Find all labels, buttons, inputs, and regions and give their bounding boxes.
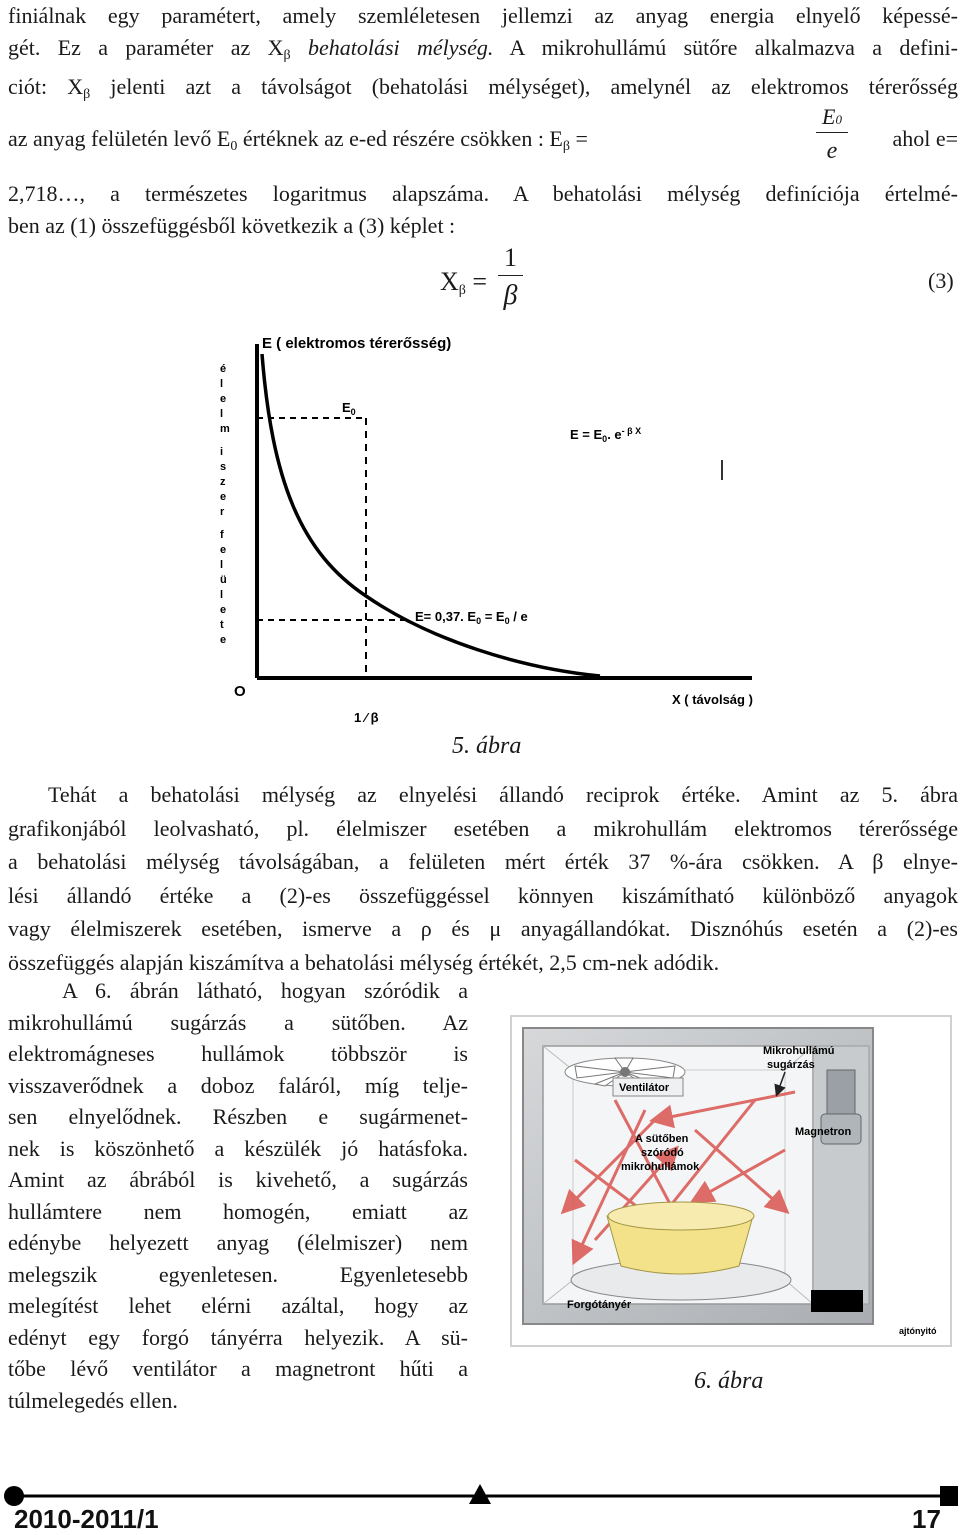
- figure-5-caption: 5. ábra: [452, 733, 522, 759]
- text-line: melegszik egyenletesen. Egyenletesebb: [8, 1261, 468, 1287]
- scatter-label-1: A sütőben: [635, 1133, 689, 1145]
- text-line: tőbe lévő ventilátor a magnetront hűti a: [8, 1356, 468, 1381]
- vertical-letter: e: [220, 393, 227, 405]
- vertical-letter: e: [220, 544, 227, 556]
- paragraph-2: [8, 778, 958, 979]
- vertical-letter: e: [220, 491, 227, 503]
- vertical-letter: s: [220, 461, 227, 473]
- vertical-letter: t: [220, 619, 224, 631]
- vertical-letter: l: [220, 589, 224, 601]
- text-line: Tehát a behatolási mélység az elnyelési állandó reciprok értéke. Amint az 5. ábra: [48, 782, 958, 807]
- vertical-letter: é: [220, 363, 227, 375]
- text-line: elektromágneses hullámok többször is: [8, 1041, 468, 1066]
- intro-paragraph: [8, 0, 958, 111]
- text-line: grafikonjából leolvasható, pl. élelmiszer esetében a mikrohullám elektromos térerőssége: [8, 815, 958, 841]
- x-axis-label: X ( távolság ): [672, 692, 753, 707]
- vertical-letter: i: [220, 446, 224, 458]
- text-line: vagy élelmiszerek esetében, ismerve a ρ és μ anyagállandókat. Disznóhús esetén a (2)-es: [8, 916, 958, 941]
- paragraph-3: [8, 975, 468, 1416]
- footer-triangle: [469, 1484, 491, 1504]
- text-line: hullámtere nem homogén, emiatt az: [8, 1198, 468, 1224]
- text-line: sen elnyelődnek. Részben e sugármenet-: [8, 1104, 468, 1129]
- decay-curve: [262, 354, 600, 676]
- vertical-letter: f: [220, 529, 224, 541]
- vertical-letter: r: [220, 506, 225, 518]
- footer-square: [940, 1486, 958, 1506]
- text-line: lési állandó értéke a (2)-es összefüggéssel könnyen kiszámítható különböző anyagok: [8, 882, 958, 908]
- text-line: ciót: $X_\beta$ jelenti azt a távolságot (behatolási mélységet), amelynél az elektromos térerősség: [8, 74, 958, 102]
- equation-number: (3): [928, 268, 954, 293]
- text-line: ben az (1) összefüggésből következik a (3) képlet :: [8, 212, 456, 238]
- fraction-e0-over-e: $\frac{E0}{e}$: [816, 106, 848, 163]
- footer-circle: [4, 1486, 24, 1506]
- text-line: edényt egy forgó tányérra helyezik. A sü-: [8, 1324, 468, 1350]
- text-line: a behatolási mélység távolságában, a felületen mért érték 37 %-ára csökken. A β elnye-: [8, 849, 958, 874]
- level-label: E= 0,37. $E_0 = E_0 / e$: [415, 609, 528, 626]
- magnetron-label: Magnetron: [795, 1126, 852, 1138]
- vertical-letter: e: [220, 604, 227, 616]
- vertical-letter: l: [220, 408, 224, 420]
- e0-label: $E_0$: [342, 400, 356, 417]
- vertical-label: [220, 363, 230, 646]
- vertical-letter: l: [220, 559, 224, 571]
- formula-line: az anyag felületén levő $E_0$ értéknek az e-ed részére csökken : $E_\beta$ = $\frac{E0}{e}$ ahol e=: [8, 104, 958, 164]
- text-line: melegítést lehet elérni azáltal, hogy az: [8, 1293, 468, 1318]
- text-line: túlmelegedés ellen.: [8, 1387, 178, 1413]
- intro-paragraph-cont: [8, 178, 958, 241]
- text-line: gét. Ez a paraméter az $X_\beta$ behatolási mélység. A mikrohullámú sütőre alkalmazva a defini-: [8, 34, 958, 63]
- formula-label: $E = E_0$. $e^{- \beta X}$: [570, 426, 642, 444]
- turntable-label: Forgótányér: [567, 1299, 632, 1311]
- vertical-letter: m: [220, 423, 230, 435]
- door-label: ajtónyitó: [899, 1326, 937, 1336]
- text-line: Amint az ábrából is kivehető, a sugárzás: [8, 1167, 468, 1192]
- text-line: mikrohullámú sugárzás a sütőben. Az: [8, 1009, 468, 1035]
- text-line: A 6. ábrán látható, hogyan szóródik a: [8, 978, 468, 1003]
- scatter-label-3: mikrohullámok: [621, 1161, 700, 1173]
- scatter-label-2: szóródó: [641, 1147, 684, 1159]
- mikro-label-1: Mikrohullámú: [763, 1045, 835, 1057]
- text-line: visszaverődnek a doboz faláról, míg telje-: [8, 1072, 468, 1098]
- origin-label: O: [234, 683, 246, 700]
- text-line: 2,718…, a természetes logaritmus alapszáma. A behatolási mélység definíciója értelmé-: [8, 181, 958, 206]
- ventilator-label: Ventilátor: [619, 1082, 670, 1094]
- door-opener: [811, 1290, 863, 1312]
- figure-5-chart: [0, 320, 960, 740]
- vertical-letter: ü: [220, 574, 227, 586]
- text-line: finiálnak egy paramétert, amely szemléletesen jellemzi az anyag energia elnyelő képessé-: [8, 3, 958, 28]
- page-number: 17: [912, 1504, 941, 1534]
- figure-6-caption: 6. ábra: [694, 1368, 764, 1394]
- text-line: edénybe helyezett anyag (élelmiszer) nem: [8, 1230, 468, 1255]
- figure-6-microwave: [495, 1010, 955, 1370]
- text-line: összefüggés alapján kiszámítva a behatolási mélység értékét, 2,5 cm-nek adódik.: [8, 949, 720, 975]
- y-axis-label: E ( elektromos térerősség): [262, 335, 452, 352]
- text-line: nek is köszönhető a készülék jó hatásfoka.: [8, 1135, 468, 1161]
- x-tick-label: 1 ⁄ β: [354, 710, 379, 725]
- footer-year: 2010-2011/1: [14, 1504, 159, 1534]
- mikro-label-2: sugárzás: [767, 1059, 815, 1071]
- vertical-letter: e: [220, 634, 227, 646]
- vertical-letter: z: [220, 476, 226, 488]
- vertical-letter: l: [220, 378, 224, 390]
